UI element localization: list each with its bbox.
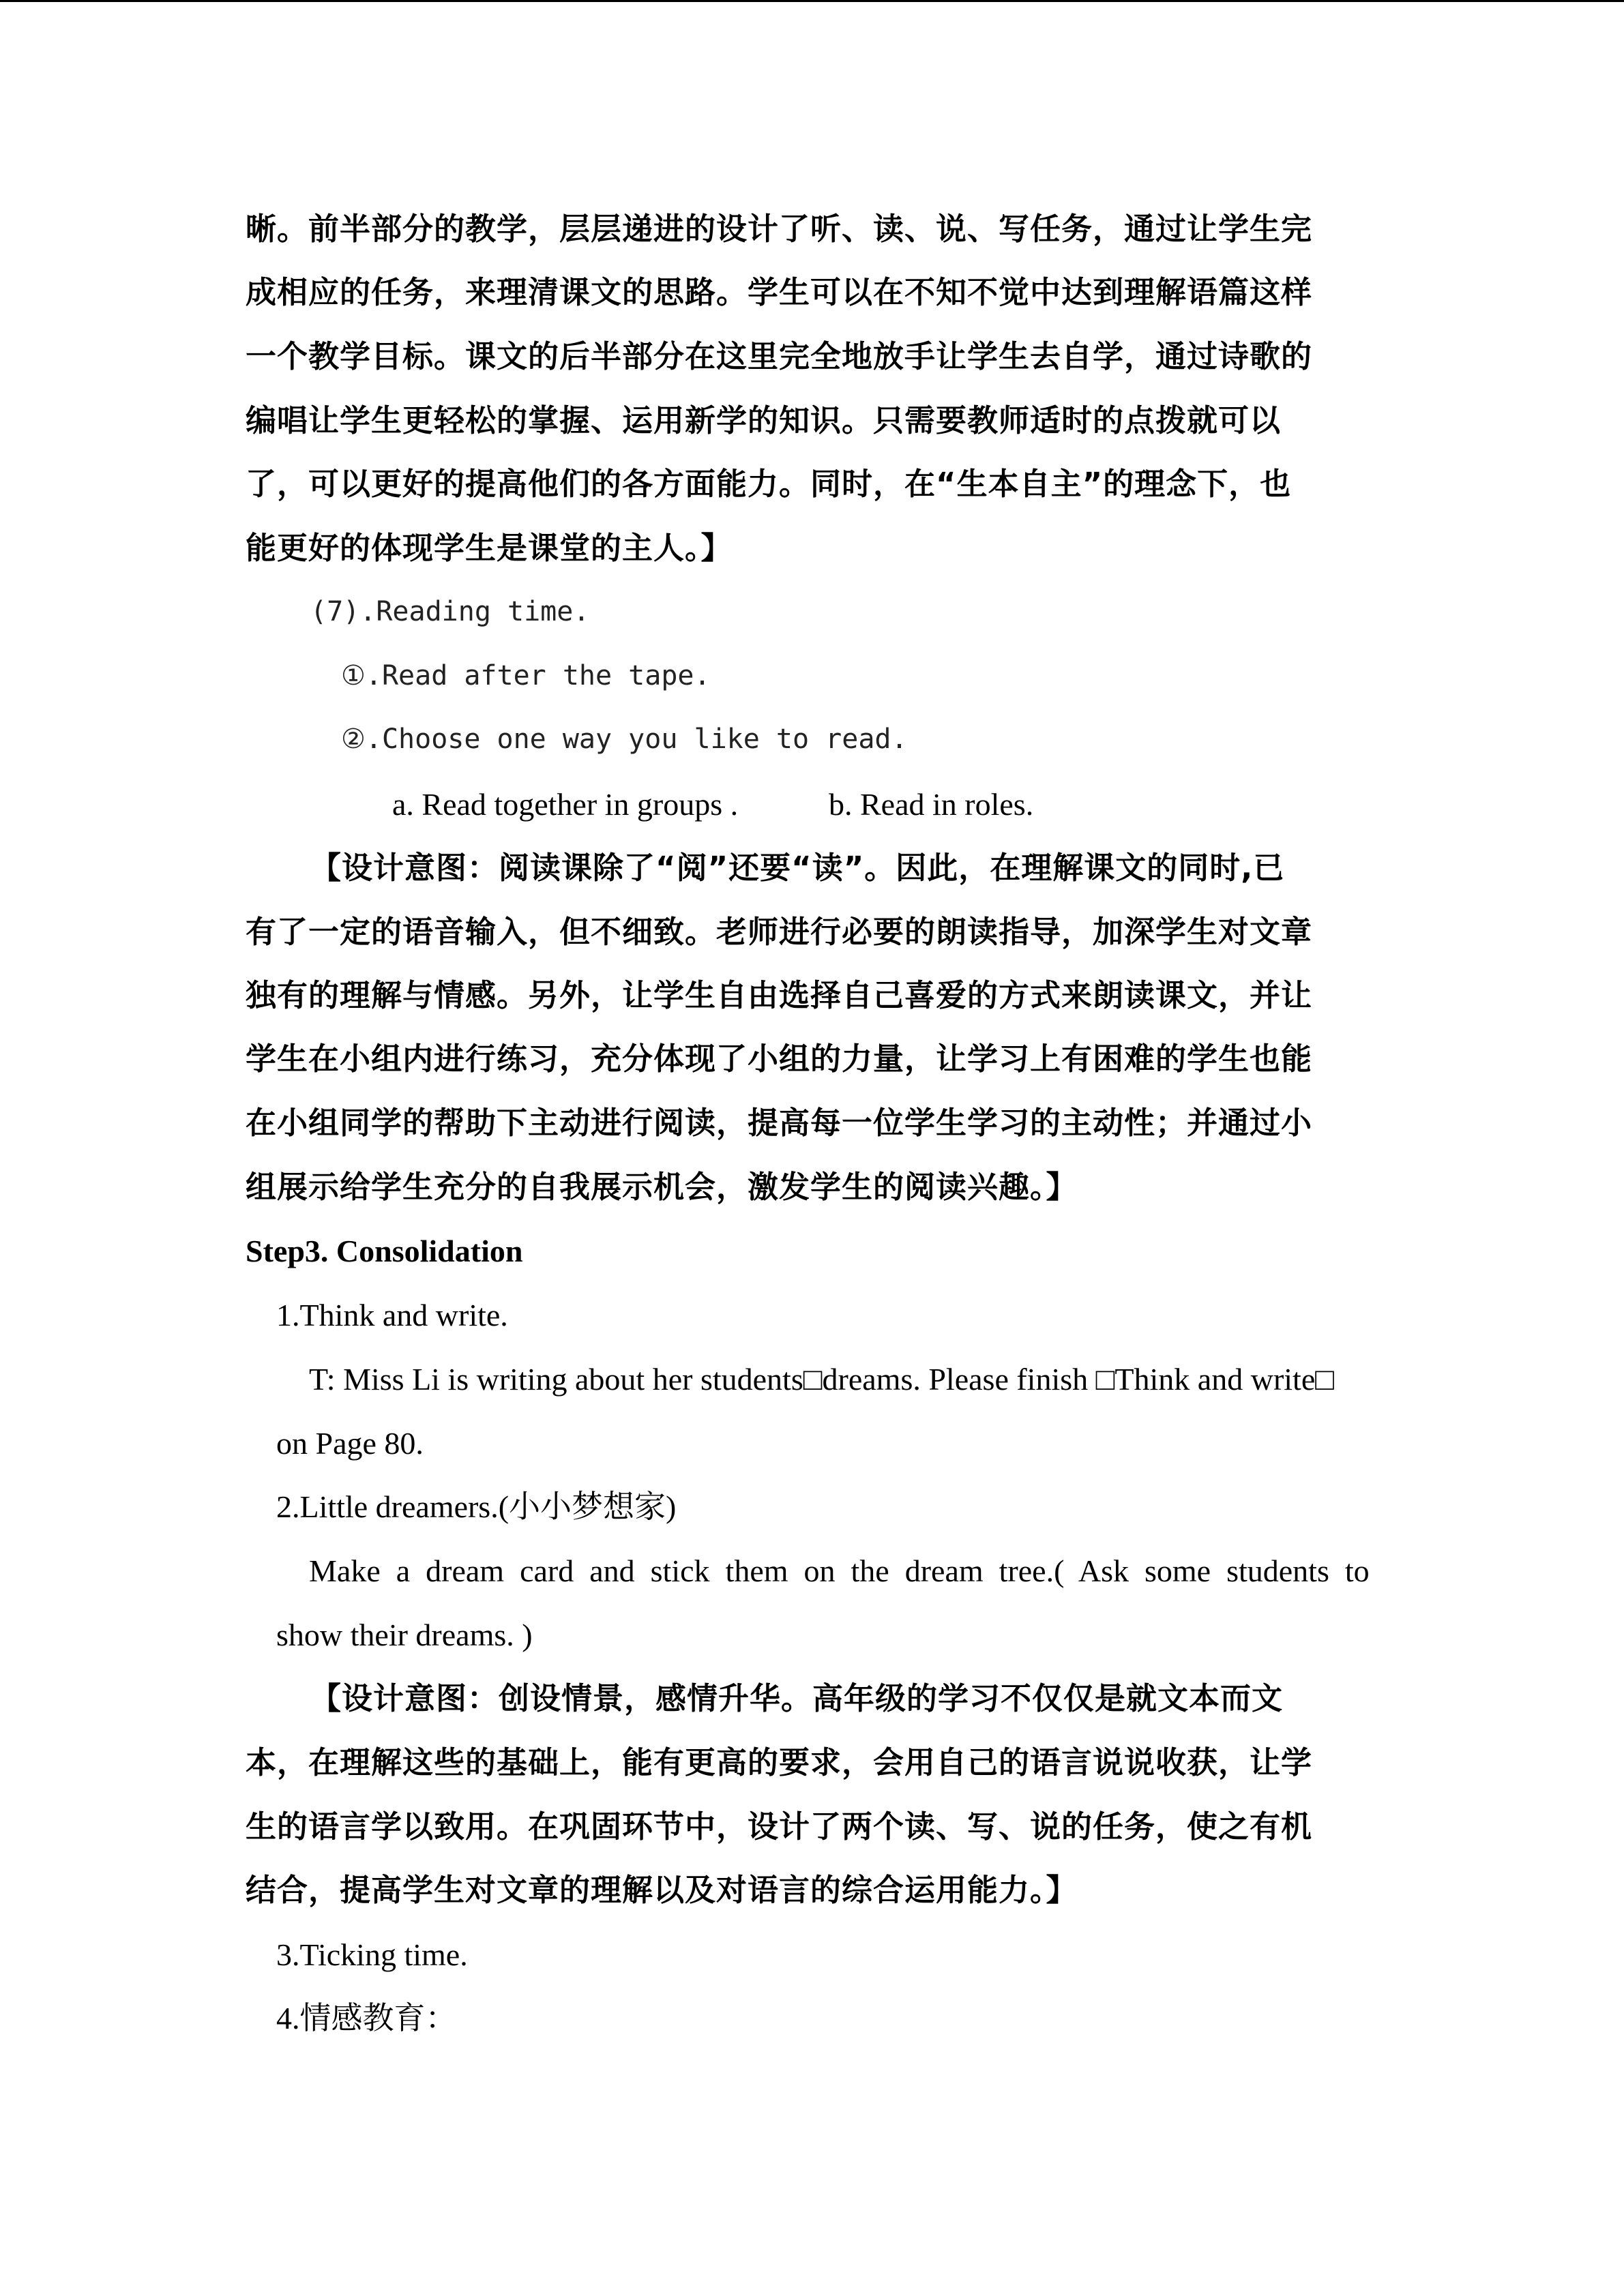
step3-item-2-text-b: show their dreams. ) (276, 1617, 533, 1652)
reading-option-a: a. Read together in groups . (392, 787, 739, 822)
step3-item-1-text-a: T: Miss Li is writing about her students□dreams. Please finish □Think and write□ (309, 1362, 1335, 1397)
paragraph-2-line-6: 组展示给学生充分的自我展示机会，激发学生的阅读兴趣。】 (246, 1169, 1078, 1205)
paragraph-2-line-1: 【设计意图：阅读课除了“阅”还要“读”。因此，在理解课文的同时,已 (310, 850, 1285, 886)
reading-time-item-1: ①.Read after the tape. (341, 660, 711, 691)
page-top-border (0, 0, 1624, 2)
step3-item-3: 3.Ticking time. (276, 1937, 468, 1972)
paragraph-1-line-6: 能更好的体现学生是课堂的主人。】 (246, 530, 733, 566)
step3-item-1-text-b: on Page 80. (276, 1426, 424, 1461)
paragraph-2-line-3: 独有的理解与情感。另外，让学生自由选择自己喜爱的方式来朗读课文，并让 (246, 977, 1313, 1013)
step3-heading: Step3. Consolidation (246, 1234, 523, 1268)
paragraph-2-line-2: 有了一定的语音输入，但不细致。老师进行必要的朗读指导，加深学生对文章 (246, 914, 1313, 950)
step3-item-4: 4.情感教育： (276, 2001, 457, 2036)
paragraph-2-line-5: 在小组同学的帮助下主动进行阅读，提高每一位学生学习的主动性；并通过小 (246, 1105, 1313, 1141)
paragraph-3-line-4: 结合，提高学生对文章的理解以及对语言的综合运用能力。】 (246, 1872, 1078, 1908)
paragraph-1-line-1: 晰。前半部分的教学，层层递进的设计了听、读、说、写任务，通过让学生完 (246, 211, 1313, 247)
reading-time-heading: (7).Reading time. (310, 596, 590, 627)
paragraph-2-line-4: 学生在小组内进行练习，充分体现了小组的力量，让学习上有困难的学生也能 (246, 1041, 1313, 1077)
step3-item-1: 1.Think and write. (276, 1298, 508, 1332)
reading-time-item-2: ②.Choose one way you like to read. (341, 724, 908, 755)
paragraph-1-line-3: 一个教学目标。课文的后半部分在这里完全地放手让学生去自学，通过诗歌的 (246, 338, 1313, 374)
reading-option-b: b. Read in roles. (829, 787, 1034, 822)
paragraph-1-line-4: 编唱让学生更轻松的掌握、运用新学的知识。只需要教师适时的点拨就可以 (246, 402, 1282, 438)
step3-item-2-text-a: Make a dream card and stick them on the dream tree.( Ask some students to (309, 1553, 1370, 1588)
paragraph-1-line-5: 了，可以更好的提高他们的各方面能力。同时，在“生本自主”的理念下，也 (246, 466, 1292, 502)
paragraph-3-line-1: 【设计意图：创设情景，感情升华。高年级的学习不仅仅是就文本而文 (310, 1680, 1284, 1716)
paragraph-3-line-3: 生的语言学以致用。在巩固环节中，设计了两个读、写、说的任务，使之有机 (246, 1808, 1313, 1845)
step3-item-2: 2.Little dreamers.(小小梦想家) (276, 1489, 677, 1524)
paragraph-1-line-2: 成相应的任务，来理清课文的思路。学生可以在不知不觉中达到理解语篇这样 (246, 274, 1313, 310)
paragraph-3-line-2: 本，在理解这些的基础上，能有更高的要求，会用自己的语言说说收获，让学 (246, 1744, 1313, 1780)
